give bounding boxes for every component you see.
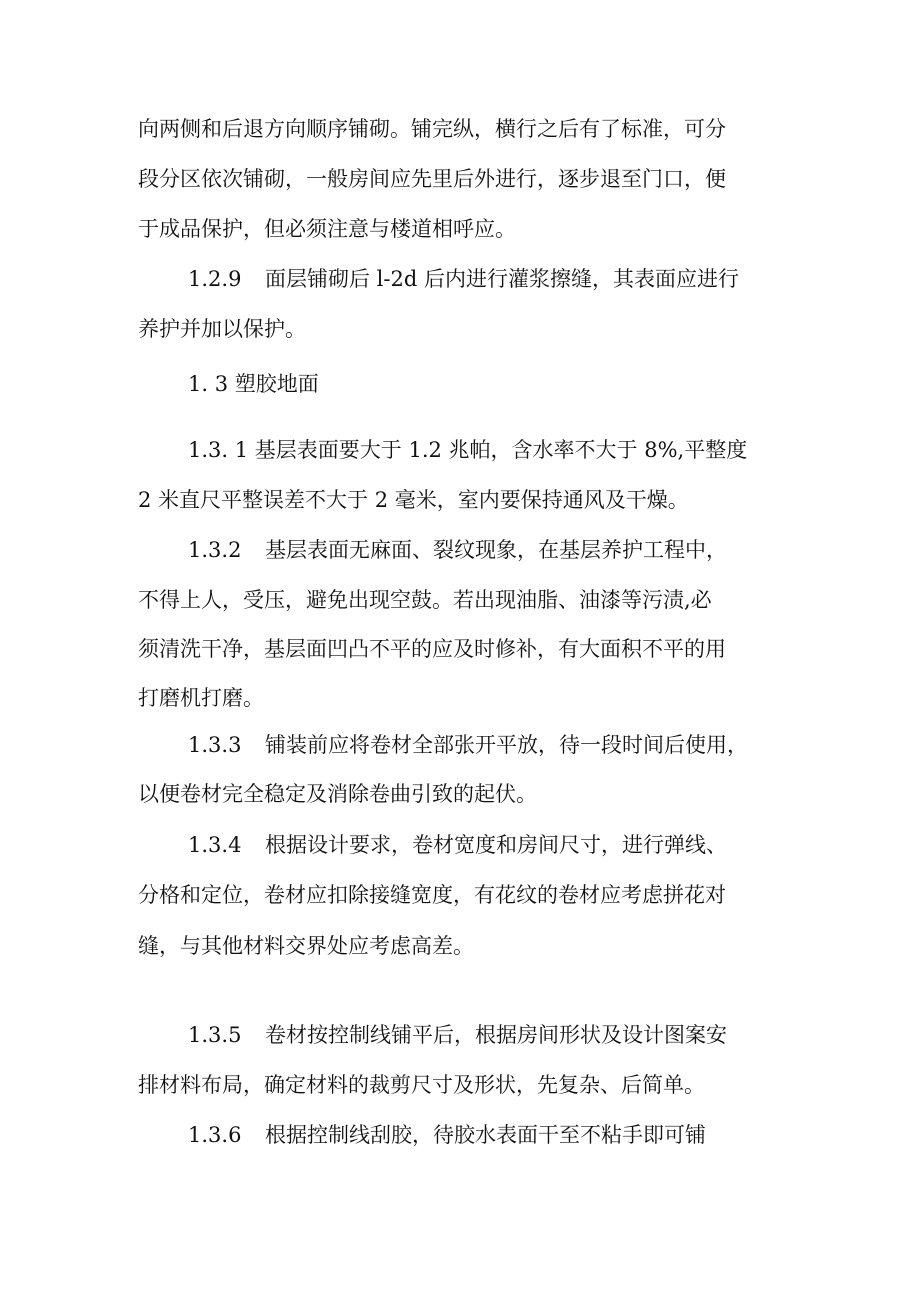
clause-1-3-6: [188, 1120, 706, 1150]
clause-number: 1.3.6: [188, 1123, 242, 1147]
clause-1-3-1: [188, 435, 747, 465]
section-heading: [188, 369, 319, 399]
section-heading-text: 1. 3 塑胶地面: [188, 372, 319, 396]
clause-number: 1.3.2: [188, 538, 242, 562]
clause-1-3-2: [188, 535, 727, 565]
line-text: 须清洗干净，基层面凹凸不平的应及时修补，有大面积不平的用: [138, 637, 726, 661]
paragraph-line: [138, 114, 726, 144]
paragraph-line: [138, 164, 726, 194]
paragraph-line: [138, 931, 474, 961]
clause-1-3-5: [188, 1020, 727, 1050]
paragraph-line: [138, 683, 264, 713]
clause-text: 根据控制线刮胶，待胶水表面干至不粘手即可铺: [265, 1123, 706, 1147]
clause-1-2-9: [188, 264, 739, 294]
clause-text: 铺装前应将卷材全部张开平放，待一段时间后使用，: [265, 733, 748, 757]
line-text: 以便卷材完全稳定及消除卷曲引致的起伏。: [138, 782, 537, 806]
line-text: 向两侧和后退方向顺序铺砌。铺完纵，横行之后有了标准，可分: [138, 117, 726, 141]
clause-text: 根据设计要求，卷材宽度和房间尺寸，进行弹线、: [265, 833, 727, 857]
clause-number: 1.2.9: [188, 267, 242, 291]
line-text: 养护并加以保护。: [138, 317, 306, 341]
line-text: 2 米直尺平整误差不大于 2 毫米，室内要保持通风及干燥。: [138, 488, 689, 512]
paragraph-line: [138, 214, 516, 244]
clause-text: 卷材按控制线铺平后，根据房间形状及设计图案安: [265, 1023, 727, 1047]
clause-number: 1.3.4: [188, 833, 242, 857]
clause-text: 基层表面无麻面、裂纹现象，在基层养护工程中，: [265, 538, 727, 562]
paragraph-line: [138, 485, 689, 515]
paragraph-line: [138, 585, 712, 615]
clause-number: 1.3.5: [188, 1023, 242, 1047]
paragraph-line: [138, 634, 726, 664]
line-text: 分格和定位，卷材应扣除接缝宽度，有花纹的卷材应考虑拼花对: [138, 883, 726, 907]
clause-1-3-4: [188, 830, 727, 860]
clause-text: 面层铺砌后 l-2d 后内进行灌浆擦缝，其表面应进行: [265, 267, 739, 291]
paragraph-line: [138, 880, 726, 910]
line-text: 段分区依次铺砌，一般房间应先里后外进行，逐步退至门口，便: [138, 167, 726, 191]
line-text: 不得上人，受压，避免出现空鼓。若出现油脂、油漆等污渍,必: [138, 588, 712, 612]
line-text: 排材料布局，确定材料的裁剪尺寸及形状，先复杂、后简单。: [138, 1073, 705, 1097]
line-text: 于成品保护，但必须注意与楼道相呼应。: [138, 217, 516, 241]
paragraph-line: [138, 314, 306, 344]
line-text: 缝，与其他材料交界处应考虑高差。: [138, 934, 474, 958]
line-text: 打磨机打磨。: [138, 686, 264, 710]
clause-text: 1.3. 1 基层表面要大于 1.2 兆帕，含水率不大于 8%,平整度: [188, 438, 748, 462]
paragraph-line: [138, 779, 537, 809]
paragraph-line: [138, 1070, 705, 1100]
clause-number: 1.3.3: [188, 733, 242, 757]
clause-1-3-3: [188, 730, 748, 760]
